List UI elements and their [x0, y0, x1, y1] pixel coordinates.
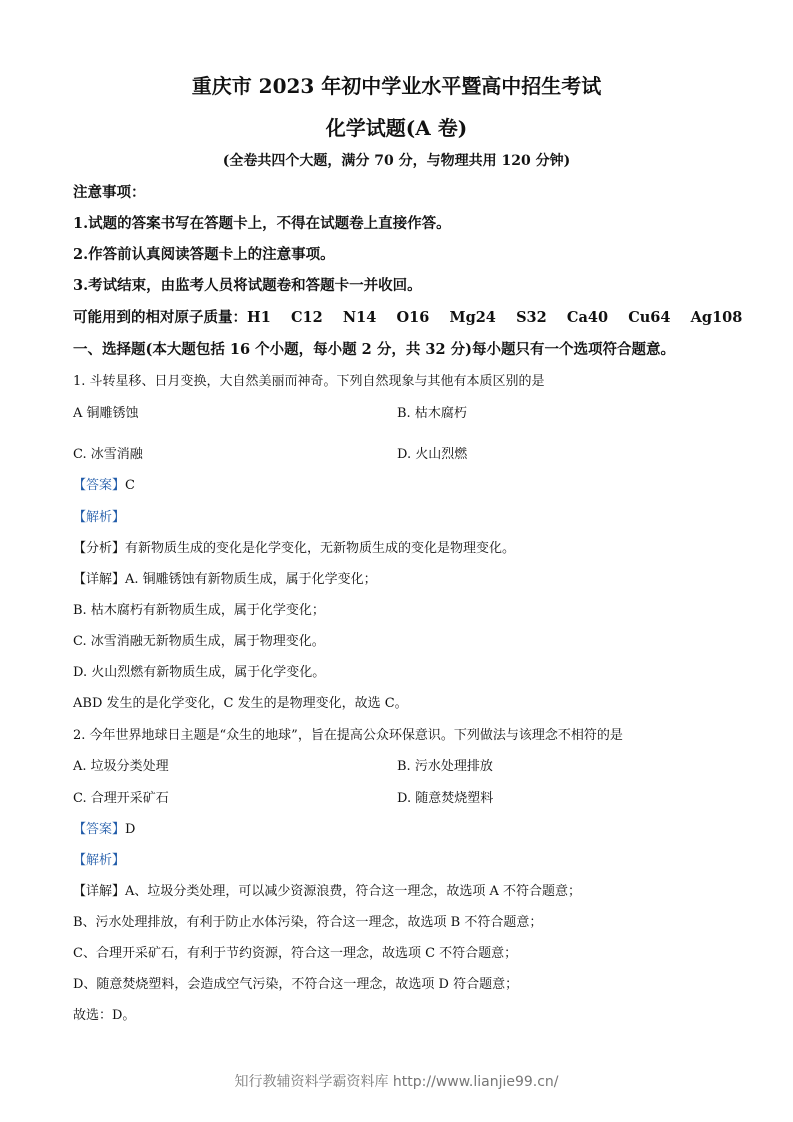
answer-value: C: [125, 478, 135, 493]
detail-tag: 【详解】: [73, 884, 126, 899]
fenxi-tag: 【分析】: [73, 541, 126, 556]
detail-text: A、垃圾分类处理，可以减少资源浪费，符合这一理念，故选项 A 不符合题意；: [125, 884, 582, 899]
q1-fenxi: [73, 537, 515, 556]
q1-conclusion: ABD 发生的是化学变化，C 发生的是物理变化，故选 C。: [73, 696, 408, 711]
page-title: 重庆市 2023 年初中学业水平暨高中招生考试: [191, 74, 602, 98]
notice-heading: 注意事项：: [73, 184, 146, 201]
detail-text: A. 铜雕锈蚀有新物质生成，属于化学变化；: [125, 572, 377, 587]
notice-item-2: 2.作答前认真阅读答题卡上的注意事项。: [73, 246, 335, 263]
question-2-stem: 2. 今年世界地球日主题是“众生的地球”，旨在提高公众环保意识。下列做法与该理念不相符的是: [73, 728, 623, 743]
section-heading: 一、选择题(本大题包括 16 个小题，每小题 2 分，共 32 分)每小题只有一个选项符合题意。: [73, 341, 675, 358]
q1-detail-a: [73, 568, 377, 587]
q1-option-c: C. 冰雪消融: [73, 447, 143, 462]
q1-option-a: A 铜雕锈蚀: [73, 406, 139, 421]
footer-watermark: 知行教辅资料学霸资料库 http://www.lianjie99.cn/: [234, 1074, 559, 1090]
q2-option-a: A. 垃圾分类处理: [73, 759, 169, 774]
q2-analysis-tag: 【解析】: [73, 853, 126, 868]
q2-detail-b: B、污水处理排放，有利于防止水体污染，符合这一理念，故选项 B 不符合题意；: [73, 915, 543, 930]
q1-analysis-tag: 【解析】: [73, 510, 126, 525]
q1-option-b: B. 枯木腐朽: [397, 406, 467, 421]
answer-value: D: [125, 822, 136, 837]
q1-detail-b: B. 枯木腐朽有新物质生成，属于化学变化；: [73, 603, 325, 618]
q1-detail-d: D. 火山烈燃有新物质生成，属于化学变化。: [73, 665, 326, 680]
q1-detail-c: C. 冰雪消融无新物质生成，属于物理变化。: [73, 634, 325, 649]
answer-tag: 【答案】: [73, 822, 126, 837]
detail-tag: 【详解】: [73, 572, 126, 587]
page-subtitle: 化学试题(A 卷): [325, 116, 468, 140]
q2-detail-d: D、随意焚烧塑料，会造成空气污染，不符合这一理念，故选项 D 符合题意；: [73, 977, 519, 992]
q1-answer: [73, 474, 135, 493]
q2-option-c: C. 合理开采矿石: [73, 791, 169, 806]
notice-item-1: 1.试题的答案书写在答题卡上，不得在试题卷上直接作答。: [73, 215, 451, 232]
q2-answer: [73, 818, 135, 837]
answer-tag: 【答案】: [73, 478, 126, 493]
q1-option-d: D. 火山烈燃: [397, 447, 468, 462]
q2-option-b: B. 污水处理排放: [397, 759, 493, 774]
atomic-masses: 可能用到的相对原子质量：H1 C12 N14 O16 Mg24 S32 Ca40 Cu64 Ag108: [73, 309, 743, 326]
notice-item-3: 3.考试结束，由监考人员将试题卷和答题卡一并收回。: [73, 277, 422, 294]
q2-detail-a: [73, 880, 581, 899]
q2-detail-c: C、合理开采矿石，有利于节约资源，符合这一理念，故选项 C 不符合题意；: [73, 946, 518, 961]
q2-option-d: D. 随意焚烧塑料: [397, 791, 494, 806]
exam-note: (全卷共四个大题，满分 70 分，与物理共用 120 分钟): [222, 153, 571, 169]
q2-conclusion: 故选：D。: [73, 1008, 136, 1023]
question-1-stem: 1. 斗转星移、日月变换，大自然美丽而神奇。下列自然现象与其他有本质区别的是: [73, 374, 545, 389]
fenxi-text: 有新物质生成的变化是化学变化，无新物质生成的变化是物理变化。: [125, 541, 516, 556]
